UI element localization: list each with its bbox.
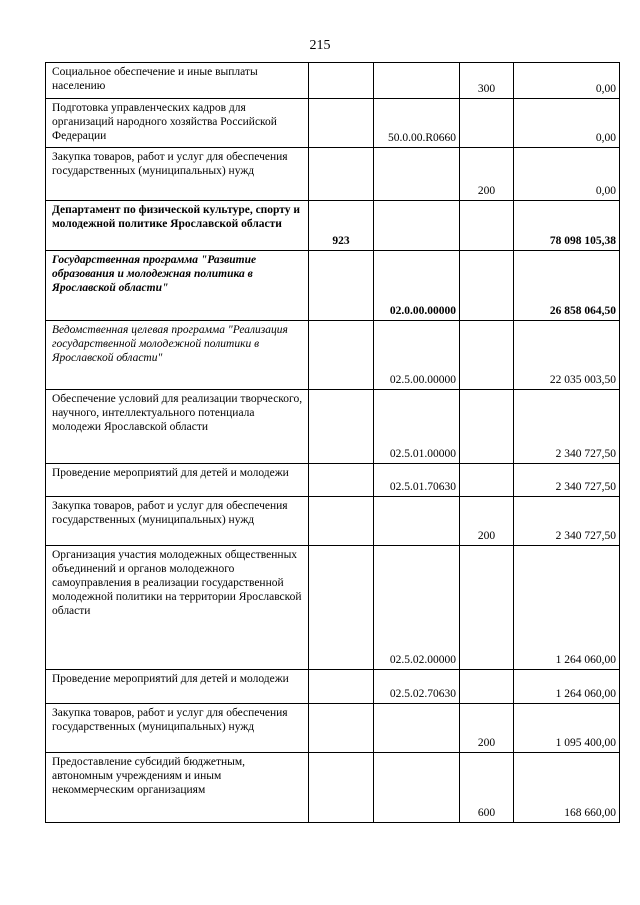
row-target-code: 02.5.01.70630 xyxy=(374,464,460,497)
row-target-code: 02.5.00.00000 xyxy=(374,321,460,390)
table-row xyxy=(46,753,620,823)
row-dept-code xyxy=(309,753,374,823)
row-name: Социальное обеспечение и иные выплаты населению xyxy=(46,63,309,99)
page-number: 215 xyxy=(309,38,331,53)
row-dept-code xyxy=(309,546,374,670)
table-row xyxy=(46,390,620,464)
row-target-code xyxy=(374,201,460,251)
row-amount: 2 340 727,50 xyxy=(514,464,620,497)
row-name: Закупка товаров, работ и услуг для обеспечения государственных (муниципальных) нужд xyxy=(46,497,309,546)
row-name: Предоставление субсидий бюджетным, автономным учреждениям и иным некоммерческим организациям xyxy=(46,753,309,823)
table-row xyxy=(46,201,620,251)
row-dept-code: 923 xyxy=(309,201,374,251)
row-expense-code: 600 xyxy=(460,753,514,823)
row-expense-code xyxy=(460,546,514,670)
row-target-code: 02.0.00.00000 xyxy=(374,251,460,321)
row-amount: 0,00 xyxy=(514,63,620,99)
table-row xyxy=(46,704,620,753)
row-amount: 2 340 727,50 xyxy=(514,497,620,546)
row-dept-code xyxy=(309,63,374,99)
row-expense-code xyxy=(460,670,514,704)
row-dept-code xyxy=(309,251,374,321)
table-row xyxy=(46,99,620,148)
row-expense-code: 200 xyxy=(460,704,514,753)
row-amount: 78 098 105,38 xyxy=(514,201,620,251)
row-expense-code: 200 xyxy=(460,148,514,201)
row-name: Закупка товаров, работ и услуг для обеспечения государственных (муниципальных) нужд xyxy=(46,148,309,201)
row-expense-code: 300 xyxy=(460,63,514,99)
row-amount: 1 264 060,00 xyxy=(514,546,620,670)
table-row xyxy=(46,148,620,201)
row-dept-code xyxy=(309,148,374,201)
row-name: Подготовка управленческих кадров для организаций народного хозяйства Российской Федерации xyxy=(46,99,309,148)
row-name: Ведомственная целевая программа "Реализация государственной молодежной политики в Ярославской области" xyxy=(46,321,309,390)
row-expense-code xyxy=(460,464,514,497)
budget-table-body xyxy=(46,63,620,823)
row-target-code: 02.5.02.00000 xyxy=(374,546,460,670)
row-expense-code xyxy=(460,251,514,321)
row-amount: 0,00 xyxy=(514,148,620,201)
row-name: Проведение мероприятий для детей и молодежи xyxy=(46,464,309,497)
row-amount: 22 035 003,50 xyxy=(514,321,620,390)
row-target-code xyxy=(374,753,460,823)
table-row xyxy=(46,670,620,704)
row-expense-code: 200 xyxy=(460,497,514,546)
row-name: Департамент по физической культуре, спорту и молодежной политике Ярославской области xyxy=(46,201,309,251)
table-row xyxy=(46,497,620,546)
table-row xyxy=(46,321,620,390)
row-expense-code xyxy=(460,390,514,464)
row-dept-code xyxy=(309,321,374,390)
budget-table xyxy=(45,62,620,823)
row-amount: 26 858 064,50 xyxy=(514,251,620,321)
row-dept-code xyxy=(309,670,374,704)
table-row xyxy=(46,251,620,321)
row-target-code xyxy=(374,704,460,753)
row-target-code xyxy=(374,148,460,201)
row-dept-code xyxy=(309,464,374,497)
row-target-code xyxy=(374,63,460,99)
row-name: Проведение мероприятий для детей и молодежи xyxy=(46,670,309,704)
row-name: Организация участия молодежных общественных объединений и органов молодежного самоуправления в реализации государственной молодежной политики на территории Ярославской области xyxy=(46,546,309,670)
row-amount: 2 340 727,50 xyxy=(514,390,620,464)
table-row xyxy=(46,546,620,670)
row-expense-code xyxy=(460,321,514,390)
row-name: Закупка товаров, работ и услуг для обеспечения государственных (муниципальных) нужд xyxy=(46,704,309,753)
row-target-code xyxy=(374,497,460,546)
row-target-code: 02.5.02.70630 xyxy=(374,670,460,704)
row-expense-code xyxy=(460,99,514,148)
table-row xyxy=(46,63,620,99)
row-dept-code xyxy=(309,390,374,464)
row-amount: 1 264 060,00 xyxy=(514,670,620,704)
row-name: Государственная программа "Развитие образования и молодежная политика в Ярославской области" xyxy=(46,251,309,321)
row-name: Обеспечение условий для реализации творческого, научного, интеллектуального потенциала молодежи Ярославской области xyxy=(46,390,309,464)
row-expense-code xyxy=(460,201,514,251)
row-target-code: 02.5.01.00000 xyxy=(374,390,460,464)
row-target-code: 50.0.00.R0660 xyxy=(374,99,460,148)
row-amount: 1 095 400,00 xyxy=(514,704,620,753)
row-dept-code xyxy=(309,99,374,148)
row-dept-code xyxy=(309,704,374,753)
row-amount: 0,00 xyxy=(514,99,620,148)
table-row xyxy=(46,464,620,497)
row-dept-code xyxy=(309,497,374,546)
row-amount: 168 660,00 xyxy=(514,753,620,823)
